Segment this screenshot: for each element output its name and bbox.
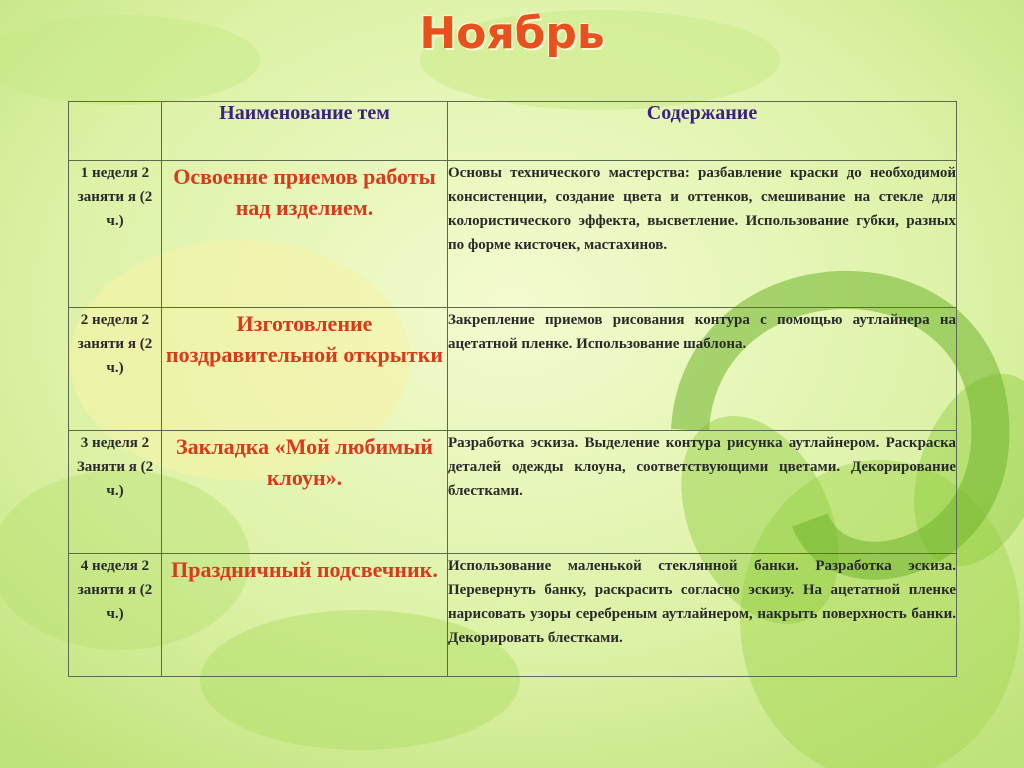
table-row xyxy=(69,161,957,308)
topic-cell: Освоение приемов работы над изделием. xyxy=(162,161,448,308)
table-row xyxy=(69,308,957,431)
table-header-row xyxy=(69,102,957,161)
content-cell: Основы технического мастерства: разбавление краски до необходимой консистенции, создание цвета и оттенков, смешивание на стекле для колористического эффекта, высветление. Использование губки, разных по форме кисточек, мастахинов. xyxy=(448,161,957,308)
content-cell: Использование маленькой стеклянной банки. Разработка эскиза. Перевернуть банку, раскрасить согласно эскизу. На ацетатной пленке нарисовать узоры серебреным аутлайнером, накрыть поверхность банки. Декорировать блестками. xyxy=(448,554,957,677)
week-cell: 3 неделя 2 Заняти я (2 ч.) xyxy=(69,431,162,554)
week-cell: 1 неделя 2 заняти я (2 ч.) xyxy=(69,161,162,308)
content-cell: Закрепление приемов рисования контура с помощью аутлайнера на ацетатной пленке. Использование шаблона. xyxy=(448,308,957,431)
table-row xyxy=(69,431,957,554)
topic-cell: Праздничный подсвечник. xyxy=(162,554,448,677)
header-content: Содержание xyxy=(448,102,957,161)
table-row xyxy=(69,554,957,677)
topic-cell: Закладка «Мой любимый клоун». xyxy=(162,431,448,554)
week-cell: 2 неделя 2 заняти я (2 ч.) xyxy=(69,308,162,431)
topic-cell: Изготовление поздравительной открытки xyxy=(162,308,448,431)
header-topic: Наименование тем xyxy=(162,102,448,161)
slide-title: Ноябрь xyxy=(419,8,605,59)
lesson-plan-table xyxy=(68,101,957,677)
week-cell: 4 неделя 2 заняти я (2 ч.) xyxy=(69,554,162,677)
content-cell: Разработка эскиза. Выделение контура рисунка аутлайнером. Раскраска деталей одежды клоуна, соответствующими цветами. Декорирование блестками. xyxy=(448,431,957,554)
header-week xyxy=(69,102,162,161)
